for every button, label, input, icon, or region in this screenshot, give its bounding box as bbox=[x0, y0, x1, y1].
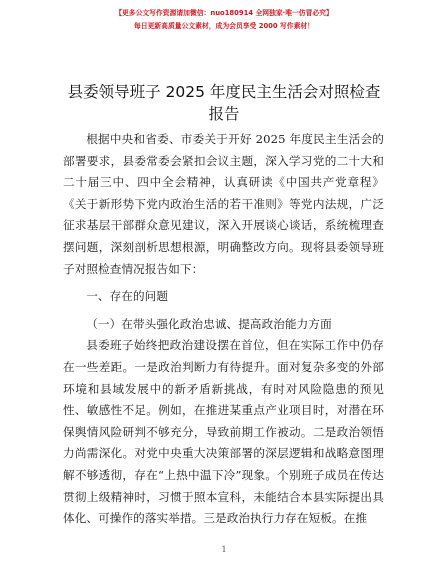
promo-banner-line-1: 【更多公文写作资源请加微信：nuo180914 全网独家·唯一仿冒必究】 bbox=[115, 9, 333, 17]
promo-banner bbox=[0, 8, 448, 32]
intro-paragraph: 根据中央和省委、市委关于开好 2025 年度民主生活会的部署要求，县委常委会紧扣会议主题，深入学习党的二十大和二十届三中、四中全会精神，认真研读《中国共产党章程》《关于新形势下党内政治生活的若干准则》等党内法规，广泛征求基层干部群众意见建议，深入开展谈心谈话，系统梳理查摆问题，深刻剖析思想根源，明确整改方向。现将县委领导班子对照检查情况报告如下： bbox=[63, 132, 384, 276]
document-title: 县委领导班子 2025 年度民主生活会对照检查报告 bbox=[67, 83, 381, 123]
page-number: 1 bbox=[221, 545, 227, 554]
section-heading: 一、存在的问题 bbox=[86, 289, 169, 304]
body-paragraph: 县委班子始终把政治建设摆在首位，但在实际工作中仍存在一些差距。一是政治判断力有待提升。面对复杂多变的外部环境和县域发展中的新矛盾新挑战，有时对风险隐患的预见性、敏感性不足。例如，在推进某重点产业项目时，对潜在环保舆情风险研判不够充分，导致前期工作被动。二是政治领悟力尚需深化。对党中央重大决策部署的深层逻辑和战略意图理解不够透彻，存在“上热中温下冷”现象。个别班子成员在传达贯彻上级精神时，习惯于照本宣科，未能结合本县实际提出具体化、可操作的落实举措。三是政治执行力存在短板。在推 bbox=[63, 338, 384, 526]
document-body bbox=[63, 129, 384, 530]
subsection-heading: （一）在带头强化政治忠诚、提高政治能力方面 bbox=[86, 316, 332, 331]
promo-banner-line-2: 每日更新高质量公文素材，成为会员享受 2000 写作素材！ bbox=[134, 22, 314, 30]
